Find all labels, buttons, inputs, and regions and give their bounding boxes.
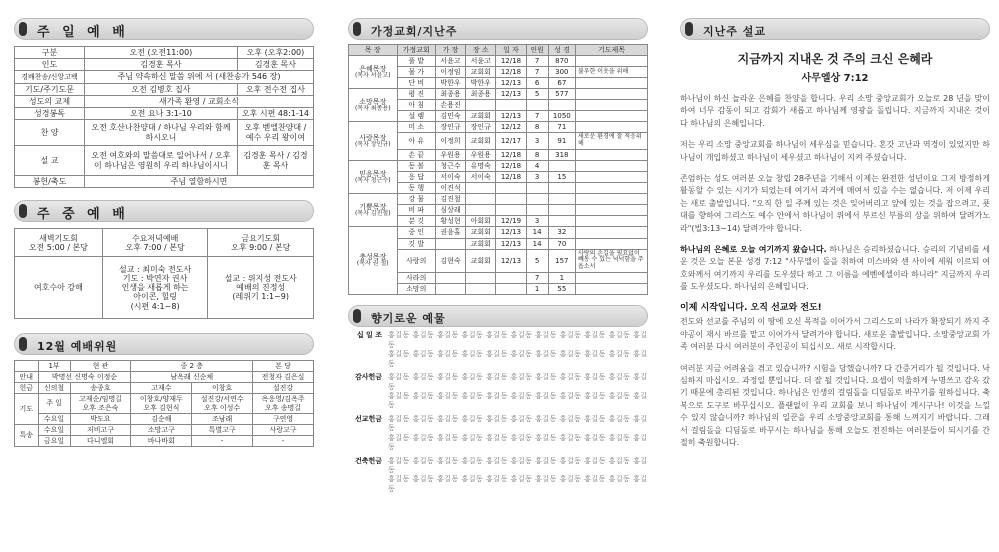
cell: 12/18 bbox=[496, 56, 526, 67]
middle-column bbox=[348, 0, 648, 552]
cell bbox=[576, 183, 648, 194]
cell: 12/17 bbox=[496, 133, 526, 150]
cell: 3 bbox=[526, 172, 548, 183]
cell: 오후 벧엘찬양대 / 예수 우리 왕이여 bbox=[237, 120, 313, 146]
cell: 기도/주기도문 bbox=[15, 83, 85, 95]
cell: 찬 양 bbox=[15, 120, 85, 146]
cell: 주님 약속하신 말씀 위에 서 (새찬송가 546 장) bbox=[85, 71, 314, 83]
section-title: 지난주 설교 bbox=[703, 25, 766, 38]
donor-line: 홍길동 홍길동 홍길동 홍길동 홍길동 홍길동 홍길동 홍길동 홍길동 홍길동 홍길동 bbox=[388, 350, 648, 368]
cell: 다니엘회 bbox=[70, 435, 131, 446]
column-header: 장 소 bbox=[466, 45, 496, 56]
offering-label: 선교헌금 bbox=[354, 414, 382, 423]
cell: 새벽기도회 오전 5:00 / 본당 bbox=[15, 229, 103, 257]
sunday-worship-table bbox=[14, 46, 314, 188]
sermon-text: 전도와 선교를 주님의 이 땅에 오신 목적을 이어가서 그리스도의 나라가 확장되기 까지 주야공이 재시 바르를 맡고 이어가서 달려가야 합니다. 새로운 출발입니다. 소망중앙교회 가족 여러분 다시 여러분이 주인공이 되십시오. 새로 시작합시다. bbox=[680, 317, 990, 352]
column-header: 인원 bbox=[526, 45, 548, 56]
cell-church-header bbox=[348, 18, 648, 40]
cell bbox=[548, 216, 575, 227]
sermon-paragraph: 존엄하는 성도 여러분 오늘 창립 28주년을 기해서 이제는 완전한 성년이요 그저 방정하게 활동할 수 있는 시기가 되었는데 여기서 과거에 매여서 있을 수는 없습니다. 저 이제 우리는 새로 출발입니다. "오직 한 일 주께 있는 것은 잊어버리고 앞에 있는 것을 잡으려고, 푯대를 향하여 그리스도 예수 안에서 하나님이 위에서 부르신 부름의 상을 위하여 달려가노라"(빌3:13~14) 달려가야 합니다. bbox=[680, 173, 990, 233]
offering-row bbox=[348, 373, 648, 411]
cell: 주 일 bbox=[38, 394, 70, 413]
cell: 1050 bbox=[548, 111, 575, 122]
cell: 고재수 bbox=[131, 383, 192, 394]
cell bbox=[548, 161, 575, 172]
cell: 설교 : 위지성 전도사 예배의 진정성 (레위기 1:1~9) bbox=[208, 257, 314, 319]
cell: 4 bbox=[526, 161, 548, 172]
sermon-paragraph: 저는 우리 소망 중앙교회를 하나님이 세우심을 믿습니다. 혼갓 고난과 역경이 있었지만 하나님이 개입하셨고 하나님이 세우셨고 하나님이 지켜 주셨습니다. bbox=[680, 140, 990, 162]
cell: 송종호 bbox=[70, 383, 131, 394]
cell bbox=[576, 216, 648, 227]
cell: 성경봉독 bbox=[15, 107, 85, 119]
cell: 12/12 bbox=[496, 122, 526, 133]
cell: 김경훈 목사 / 김경훈 목사 bbox=[237, 146, 313, 176]
cell: 서윤고 bbox=[435, 56, 465, 67]
cell: 아 유 bbox=[397, 133, 435, 150]
cell: 오후 시편 48:1-14 bbox=[237, 107, 313, 119]
cell: 12/18 bbox=[496, 150, 526, 161]
cell bbox=[496, 284, 526, 295]
cell: 여호수아 강해 bbox=[15, 257, 103, 319]
sermon-emphasis: 하나님의 은혜로 오늘 여기까지 왔습니다. bbox=[680, 244, 827, 254]
cell: 구분 bbox=[15, 47, 85, 59]
committee-header bbox=[14, 333, 314, 355]
cell: 옥응영/김옥주 오후 송명길 bbox=[253, 394, 314, 413]
cell: 아회회 bbox=[466, 216, 496, 227]
section-title: 주 중 예 배 bbox=[37, 207, 129, 223]
cell bbox=[526, 183, 548, 194]
sermon-paragraph: 하나님이 하신 놀라운 은혜를 찬양을 합니다. 우리 소망 중앙교회가 오늘로 28 년을 맞이하여 너무 감동이 되고 감회가 새롭고 하나님께 영광을 돌립니다. 지금까지 지내온 것이 다 하나님의 은혜입니다. bbox=[680, 94, 990, 128]
cell: 설진강/서연수 오후 이성수 bbox=[192, 394, 253, 413]
cell bbox=[496, 100, 526, 111]
left-column bbox=[14, 0, 314, 552]
cell: 물 가 bbox=[397, 67, 435, 78]
cell: 동 행 bbox=[397, 183, 435, 194]
section-title: 가정교회/지난주 bbox=[371, 25, 458, 38]
cell: 8 bbox=[526, 150, 548, 161]
section-title: 12월 예배위원 bbox=[37, 340, 118, 354]
sermon-text: 하나님은 승리하셨습니다. 승리의 기념비를 세운 것은 오늘 본문 성경 7:12 "사무엘이 돌을 취하여 미스바와 센 사이에 세워 이르되 여호와께서 여기까지 우리를 도우셨다 하고 그 이름을 에벤에셀이라 하니라" 지금까지 우리를 도우셨도다. 하나님의 은혜입니다. bbox=[680, 244, 990, 292]
cell: 새로운 환경에 잘 적응위해 bbox=[576, 133, 648, 150]
cell bbox=[576, 205, 648, 216]
cell: 인도 bbox=[15, 59, 85, 71]
cell: 오후 (오후2:00) bbox=[237, 47, 313, 59]
cell: 사랑의 손길을 필요없이 빼동 수 있는 넉넉함을 주옵소서 bbox=[576, 249, 648, 273]
cell: 장인규 bbox=[466, 122, 496, 133]
cell: 경배찬송/신앙고백 bbox=[15, 71, 85, 83]
cell: - bbox=[253, 435, 314, 446]
cell: 박명선 신명숙 이정순 bbox=[38, 372, 131, 383]
cell bbox=[548, 194, 575, 205]
sunday-worship-header bbox=[14, 18, 314, 40]
cell: - bbox=[192, 435, 253, 446]
cell: 14 bbox=[526, 238, 548, 249]
cell: 이진석 bbox=[435, 183, 465, 194]
cell: 이정임 bbox=[435, 67, 465, 78]
group-leader: (목자 청근수) bbox=[354, 176, 391, 184]
donor-line: 홍길동 홍길동 홍길동 홍길동 홍길동 홍길동 홍길동 홍길동 홍길동 홍길동 홍길동 bbox=[388, 414, 648, 433]
sermon-paragraph bbox=[680, 302, 990, 353]
cell: 안내 bbox=[15, 372, 39, 383]
column-header: 기도제목 bbox=[576, 45, 648, 56]
cell: 사라의 bbox=[397, 273, 435, 284]
cell: 12/18 bbox=[496, 67, 526, 78]
cell bbox=[15, 361, 39, 372]
cell: 오전 김병호 집사 bbox=[85, 83, 238, 95]
sermon-header bbox=[680, 18, 990, 40]
cell: 저비고구 bbox=[70, 424, 131, 435]
cell: 신의철 bbox=[38, 383, 70, 394]
cell bbox=[576, 111, 648, 122]
group-name: 은혜목장 bbox=[359, 64, 387, 73]
offering-header bbox=[348, 305, 648, 327]
column-header: 가 장 bbox=[435, 45, 465, 56]
cell: 금요일 bbox=[38, 435, 70, 446]
cell: 870 bbox=[548, 56, 575, 67]
cell: 박도요 bbox=[70, 413, 131, 424]
cell: 3 bbox=[526, 133, 548, 150]
cell: 남옥래 신순체 bbox=[131, 372, 253, 383]
cell: 우원용 bbox=[435, 150, 465, 161]
cell: 장인규 bbox=[435, 122, 465, 133]
cell: 최종용 bbox=[435, 89, 465, 100]
cell: 깃 발 bbox=[397, 238, 435, 249]
cell: 8 bbox=[526, 122, 548, 133]
group-leader: (목자 최종용) bbox=[354, 104, 391, 112]
cell: 불우한 이웃을 위해 bbox=[576, 67, 648, 78]
cell: 12/13 bbox=[496, 89, 526, 100]
cell: 수요일 bbox=[38, 413, 70, 424]
group-cell bbox=[349, 194, 398, 227]
section-title: 향기로운 예물 bbox=[371, 312, 446, 326]
cell: 설 교 bbox=[15, 146, 85, 176]
group-cell bbox=[349, 56, 398, 89]
cell: 서이숙 bbox=[466, 172, 496, 183]
cell bbox=[466, 194, 496, 205]
sermon-heading: 지금까지 지내온 것 주의 크신 은혜라 bbox=[737, 52, 933, 66]
cell bbox=[576, 56, 648, 67]
cell bbox=[576, 122, 648, 133]
cell: 교회회 bbox=[466, 227, 496, 238]
cell bbox=[526, 194, 548, 205]
donor-line: 홍길동 홍길동 홍길동 홍길동 홍길동 홍길동 홍길동 홍길동 홍길동 홍길동 홍길동 bbox=[388, 456, 648, 475]
cell: 헌금 bbox=[15, 383, 39, 394]
cell: 7 bbox=[526, 111, 548, 122]
cell: 318 bbox=[548, 150, 575, 161]
cell bbox=[496, 194, 526, 205]
cell: 1부 bbox=[38, 361, 70, 372]
cell bbox=[576, 150, 648, 161]
cell: 새가족 환영 / 교회소식 bbox=[85, 95, 314, 107]
cell: 기도 bbox=[15, 394, 39, 424]
cell bbox=[548, 100, 575, 111]
cell: 1 bbox=[548, 273, 575, 284]
cell: 12/13 bbox=[496, 249, 526, 273]
donor-line: 홍길동 홍길동 홍길동 홍길동 홍길동 홍길동 홍길동 홍길동 홍길동 홍길동 홍길동 bbox=[388, 373, 648, 391]
cell: 본 당 bbox=[253, 361, 314, 372]
group-cell bbox=[349, 161, 398, 194]
offering-label: 감사헌금 bbox=[354, 373, 382, 382]
offering-label: 건축헌금 bbox=[354, 456, 382, 465]
cell: 특송 bbox=[15, 424, 39, 446]
group-leader: (목자 서윤고) bbox=[354, 71, 391, 79]
cell bbox=[496, 183, 526, 194]
cell: 12/19 bbox=[496, 216, 526, 227]
donor-line: 홍길동 홍길동 홍길동 홍길동 홍길동 홍길동 홍길동 홍길동 홍길동 홍길동 홍길동 bbox=[388, 391, 648, 410]
cell: 70 bbox=[548, 238, 575, 249]
cell: 사랑의 bbox=[397, 249, 435, 273]
cell bbox=[576, 284, 648, 295]
cell bbox=[496, 205, 526, 216]
cell: 중 2 층 bbox=[131, 361, 253, 372]
cell: 손용진 bbox=[435, 100, 465, 111]
cell: 수요저녁예배 오후 7:00 / 본당 bbox=[102, 229, 208, 257]
cell: 67 bbox=[548, 78, 575, 89]
cell: 7 bbox=[526, 67, 548, 78]
cell: 김경훈 목사 bbox=[237, 59, 313, 71]
cell: 12/18 bbox=[496, 161, 526, 172]
cell: 금요기도회 오후 9:00 / 본당 bbox=[208, 229, 314, 257]
cell: 이창호/양재두 오후 김현식 bbox=[131, 394, 192, 413]
cell bbox=[435, 284, 465, 295]
cell bbox=[466, 100, 496, 111]
cell: 황성현 bbox=[435, 216, 465, 227]
cell: 청근수 bbox=[435, 161, 465, 172]
cell: 서윤고 bbox=[466, 56, 496, 67]
cell: 이정희 bbox=[435, 133, 465, 150]
cell: 32 bbox=[548, 227, 575, 238]
cell: 12/18 bbox=[496, 172, 526, 183]
cell: 미 소 bbox=[397, 122, 435, 133]
cell: 권음홀 bbox=[435, 227, 465, 238]
cell bbox=[466, 284, 496, 295]
group-cell bbox=[349, 122, 398, 161]
cell: 71 bbox=[548, 122, 575, 133]
cell: 교회회 bbox=[466, 111, 496, 122]
cell: 비 파 bbox=[397, 205, 435, 216]
cell bbox=[576, 194, 648, 205]
cell: 5 bbox=[526, 89, 548, 100]
sermon-paragraph bbox=[680, 244, 990, 294]
cell: 조남래 bbox=[192, 413, 253, 424]
cell: 고재순/임명길 오후 조은숙 bbox=[70, 394, 131, 413]
cell: 중 인 bbox=[397, 227, 435, 238]
cell: 15 bbox=[548, 172, 575, 183]
cell: 55 bbox=[548, 284, 575, 295]
cell: 박한우 bbox=[435, 78, 465, 89]
cell-church-table bbox=[348, 44, 648, 295]
cell: 응 답 bbox=[397, 172, 435, 183]
cell: 김민숙 bbox=[435, 111, 465, 122]
cell bbox=[466, 273, 496, 284]
cell: 서이숙 bbox=[435, 172, 465, 183]
cell: 현 관 bbox=[70, 361, 131, 372]
offering-row bbox=[348, 415, 648, 453]
cell: 12/13 bbox=[496, 78, 526, 89]
column-header: 성 경 bbox=[548, 45, 575, 56]
cell: 14 bbox=[526, 227, 548, 238]
cell: 교회회 bbox=[466, 67, 496, 78]
cell: 사랑고구 bbox=[253, 424, 314, 435]
cell: 오후 전수전 집사 bbox=[237, 83, 313, 95]
offering-row bbox=[348, 331, 648, 369]
cell: 심상래 bbox=[435, 205, 465, 216]
cell: 특별고구 bbox=[192, 424, 253, 435]
cell: 577 bbox=[548, 89, 575, 100]
cell: 7 bbox=[526, 273, 548, 284]
group-leader: (목자 권 철) bbox=[356, 260, 389, 268]
cell: 7 bbox=[526, 56, 548, 67]
cell: 설 렘 bbox=[397, 111, 435, 122]
cell bbox=[496, 273, 526, 284]
group-cell bbox=[349, 227, 398, 295]
cell: 300 bbox=[548, 67, 575, 78]
column-header: 목 장 bbox=[349, 45, 398, 56]
weekday-worship-header bbox=[14, 200, 314, 222]
group-name: 소망목장 bbox=[359, 97, 387, 106]
cell: 12/13 bbox=[496, 227, 526, 238]
cell: 설교 : 최미숙 전도사 기도 : 박연자 권사 인생을 새롭게 하는 아이콘, 힐링 (시편 4:1~8) bbox=[102, 257, 208, 319]
column-header: 일 자 bbox=[496, 45, 526, 56]
cell: 풀 밭 bbox=[397, 56, 435, 67]
cell: 오전 요나 3:1-10 bbox=[85, 107, 238, 119]
cell bbox=[576, 89, 648, 100]
group-cell bbox=[349, 89, 398, 122]
group-name: 충성목장 bbox=[359, 253, 387, 262]
cell: 교회회 bbox=[466, 249, 496, 273]
cell bbox=[548, 205, 575, 216]
cell: 김진철 bbox=[435, 194, 465, 205]
donor-line: 홍길동 홍길동 홍길동 홍길동 홍길동 홍길동 홍길동 홍길동 홍길동 홍길동 홍길동 bbox=[388, 475, 648, 493]
cell: 손 끝 bbox=[397, 150, 435, 161]
cell: 소망고구 bbox=[131, 424, 192, 435]
cell: 김경훈 목사 bbox=[85, 59, 238, 71]
cell bbox=[576, 273, 648, 284]
cell: 봉헌/축도 bbox=[15, 176, 85, 188]
cell: 우원용 bbox=[466, 150, 496, 161]
cell bbox=[526, 205, 548, 216]
offering-row bbox=[348, 457, 648, 495]
cell: 주님 열함하시면 bbox=[85, 176, 314, 188]
cell: 91 bbox=[548, 133, 575, 150]
donor-line: 홍길동 홍길동 홍길동 홍길동 홍길동 홍길동 홍길동 홍길동 홍길동 홍길동 홍길동 bbox=[388, 331, 648, 349]
cell: 5 bbox=[526, 249, 548, 273]
cell bbox=[435, 238, 465, 249]
cell: 3 bbox=[526, 216, 548, 227]
weekday-worship-table bbox=[14, 228, 314, 319]
cell: 김현숙 bbox=[435, 249, 465, 273]
cell bbox=[576, 238, 648, 249]
cell bbox=[576, 100, 648, 111]
cell bbox=[435, 273, 465, 284]
cell: 구연영 bbox=[253, 413, 314, 424]
sermon-reference: 사무엘상 7:12 bbox=[801, 73, 869, 84]
cell: 유명숙 bbox=[466, 161, 496, 172]
cell: 교회회 bbox=[466, 238, 496, 249]
cell bbox=[526, 100, 548, 111]
cell: 오전 여호와의 말씀대로 일어나서 / 오후 이 하나님은 영원히 우리 하나님이시니 bbox=[85, 146, 238, 176]
cell bbox=[466, 205, 496, 216]
cell bbox=[576, 227, 648, 238]
cell: 설진강 bbox=[253, 383, 314, 394]
cell bbox=[576, 172, 648, 183]
cell: 12/13 bbox=[496, 111, 526, 122]
section-title: 주 일 예 배 bbox=[37, 25, 129, 40]
donor-line: 홍길동 홍길동 홍길동 홍길동 홍길동 홍길동 홍길동 홍길동 홍길동 홍길동 홍길동 bbox=[388, 433, 648, 452]
cell: 최종용 bbox=[466, 89, 496, 100]
cell: 김순해 bbox=[131, 413, 192, 424]
cell bbox=[466, 183, 496, 194]
cell: 바나바회 bbox=[131, 435, 192, 446]
cell: 동 볼 bbox=[397, 161, 435, 172]
group-name: 사랑목장 bbox=[359, 133, 387, 142]
cell: 이창호 bbox=[192, 383, 253, 394]
cell: 강 물 bbox=[397, 194, 435, 205]
offering-list bbox=[348, 331, 648, 494]
column-header: 가정교회 bbox=[397, 45, 435, 56]
cell: 12/13 bbox=[496, 238, 526, 249]
cell: 157 bbox=[548, 249, 575, 273]
cell bbox=[576, 78, 648, 89]
cell: 아 침 bbox=[397, 100, 435, 111]
cell: 6 bbox=[526, 78, 548, 89]
group-name: 기쁨목장 bbox=[359, 202, 387, 211]
cell: 분 깃 bbox=[397, 216, 435, 227]
cell: 박한우 bbox=[466, 78, 496, 89]
committee-table bbox=[14, 360, 314, 446]
cell: 전청자 김은실 bbox=[253, 372, 314, 383]
sermon-paragraph: 여러분 지금 어려움을 겪고 있습니까? 시험을 당했습니까? 다 간증거리가 될 것입니다. 낙심하지 마십시오. 과정일 뿐입니다. 더 잘 될 것입니다. 요셉이 억울하게 누명쓰고 감옥 갔기 때문에 총리된 것입니다. 하나님은 인생의 걸림돌을 디딤돌로 바꾸기를 원하십니다. 축복으로 도구로 바꾸십시오. 플랜없이 우리 교회를 보니 하나님이 계시구나! 이것을 느낄 수 있지 않습니까? 하나님의 일꾼을 우리 소망중앙교회를 통해 느껴지기 바랍니다. 그래서 걸림돌을 디딤돌로 바꾸시는 하나님을 통해 오늘도 전진하는 여러분들이 되시기를 간절히 축원합니다. bbox=[680, 363, 990, 447]
cell: 수요일 bbox=[38, 424, 70, 435]
cell: 1 bbox=[526, 284, 548, 295]
group-leader: (목자 김진철) bbox=[354, 209, 391, 217]
sermon-subheading: 이제 시작입니다. 오직 선교와 전도! bbox=[680, 303, 822, 314]
cell: 소망의 bbox=[397, 284, 435, 295]
cell bbox=[576, 161, 648, 172]
right-column bbox=[680, 0, 990, 552]
group-leader: (목자 장인규) bbox=[354, 140, 391, 148]
group-name: 믿음목장 bbox=[359, 169, 387, 178]
cell bbox=[548, 183, 575, 194]
cell: 단 비 bbox=[397, 78, 435, 89]
cell: 성도의 교제 bbox=[15, 95, 85, 107]
cell: 교회회 bbox=[466, 133, 496, 150]
cell: 오전 호산나찬양대 / 하나님 우리와 함께 하시오니 bbox=[85, 120, 238, 146]
cell: 평 진 bbox=[397, 89, 435, 100]
cell: 오전 (오전11:00) bbox=[85, 47, 238, 59]
offering-label: 십 일 조 bbox=[356, 331, 382, 340]
